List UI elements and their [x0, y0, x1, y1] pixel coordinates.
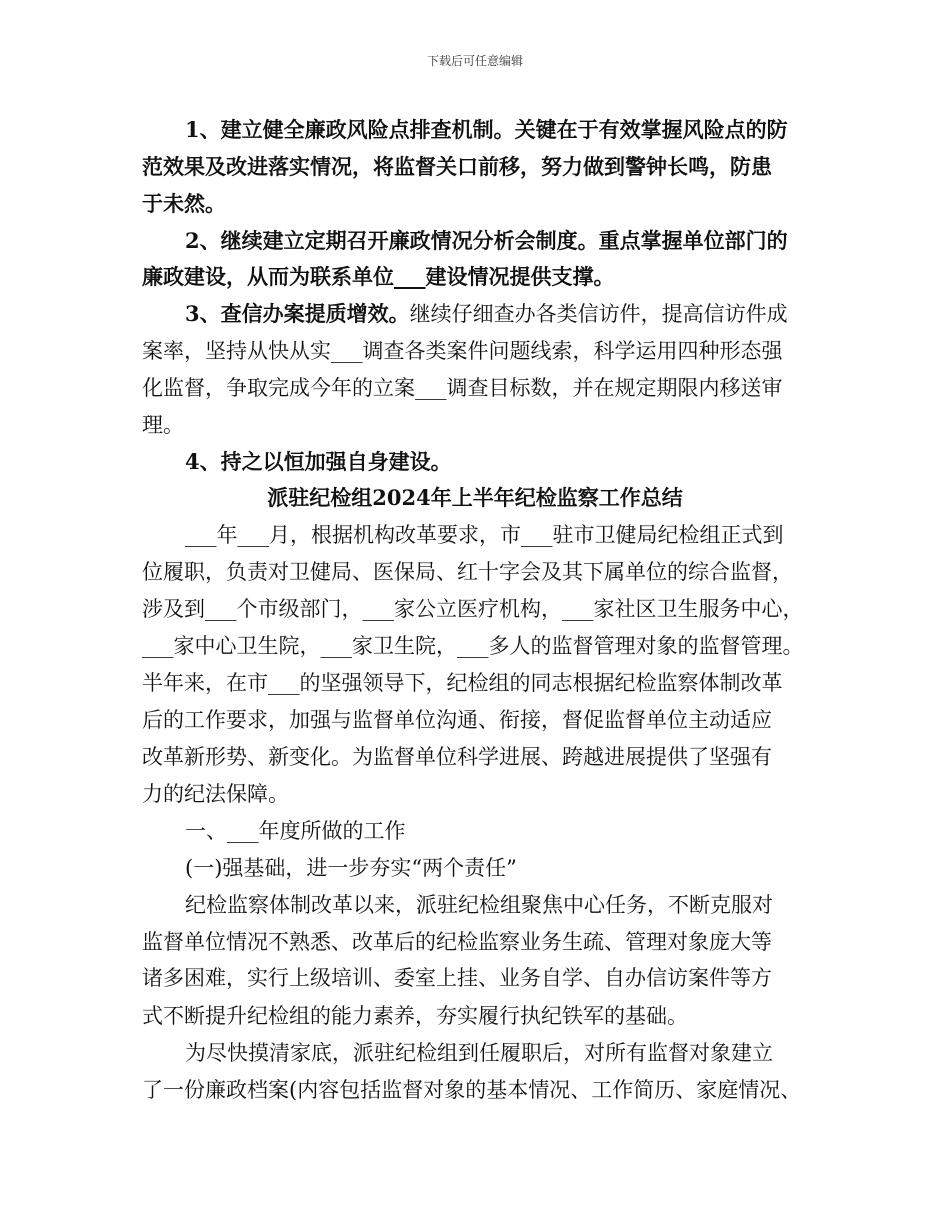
text-line: 理。 [142, 413, 184, 437]
text-line: ___年___月，根据机构改革要求，市___驻市卫健局纪检组正式到 [185, 523, 784, 547]
section-text: 继续仔细查办各类信访件，提高信访件成 [409, 302, 788, 326]
text-line: 了一份廉政档案(内容包括监督对象的基本情况、工作简历、家庭情况、 [142, 1078, 802, 1102]
text-line: 于未然。 [142, 191, 226, 216]
text-line: 2、继续建立定期召开廉政情况分析会制度。重点掌握单位部门的 [185, 228, 788, 253]
text-line: 廉政建设，从而为联系单位___建设情况提供支撑。 [142, 264, 615, 289]
text-line: 后的工作要求，加强与监督单位沟通、衔接，督促监督单位主动适应 [142, 708, 772, 732]
text-line: 涉及到___个市级部门，___家公立医疗机构，___家社区卫生服务中心， [142, 597, 804, 621]
text-line: 监督单位情况不熟悉、改革后的纪检监察业务生疏、管理对象庞大等 [142, 930, 772, 954]
text-line: 式不断提升纪检组的能力素养，夯实履行执纪铁军的基础。 [142, 1004, 688, 1028]
page-header-note: 下载后可任意编辑 [426, 54, 523, 68]
section-lead: 3、查信办案提质增效。 [185, 301, 410, 326]
text-line: 半年来，在市___的坚强领导下，纪检组的同志根据纪检监察体制改革 [142, 671, 783, 695]
document-title: 派驻纪检组2024年上半年纪检监察工作总结 [267, 485, 683, 510]
text-line [185, 302, 788, 326]
text-line: 1、建立健全廉政风险点排查机制。关键在于有效掌握风险点的防 [185, 117, 788, 142]
text-line: 4、持之以恒加强自身建设。 [185, 449, 452, 474]
text-line: 力的纪法保障。 [142, 782, 289, 806]
text-line: 案率，坚持从快从实___调查各类案件问题线索，科学运用四种形态强 [142, 339, 783, 363]
text-line: 范效果及改进落实情况，将监督关口前移，努力做到警钟长鸣，防患 [142, 154, 772, 179]
text-line: 改革新形势、新变化。为监督单位科学进展、跨越进展提供了坚强有 [142, 745, 772, 769]
text-line: 为尽快摸清家底，派驻纪检组到任履职后，对所有监督对象建立 [185, 1041, 773, 1065]
text-line: 位履职，负责对卫健局、医保局、红十字会及其下属单位的综合监督， [142, 560, 793, 584]
section-heading: 一、___年度所做的工作 [185, 819, 406, 843]
subsection-heading: (一)强基础，进一步夯实“两个责任” [185, 856, 517, 880]
text-line: 纪检监察体制改革以来，派驻纪检组聚焦中心任务，不断克服对 [185, 893, 773, 917]
text-line: 化监督，争取完成今年的立案___调查目标数，并在规定期限内移送审 [142, 376, 783, 400]
text-line: ___家中心卫生院，___家卫生院，___多人的监督管理对象的监督管理。 [142, 634, 804, 658]
text-line: 诸多困难，实行上级培训、委室上挂、业务自学、自办信访案件等方 [142, 966, 772, 990]
